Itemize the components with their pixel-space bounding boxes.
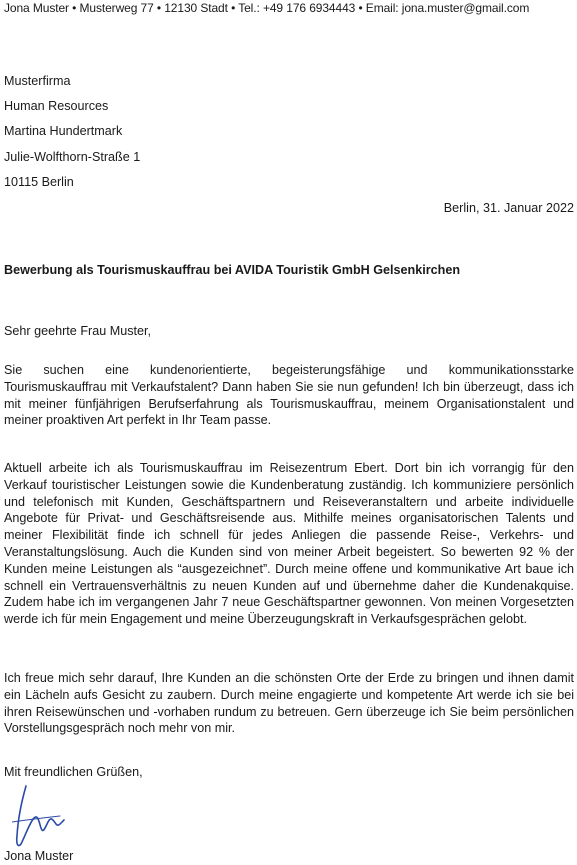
signature-name: Jona Muster <box>4 849 74 863</box>
recipient-city: 10115 Berlin <box>4 175 74 189</box>
handwritten-signature <box>12 778 82 850</box>
recipient-company: Musterfirma <box>4 74 71 88</box>
recipient-department: Human Resources <box>4 99 109 113</box>
paragraph-experience: Aktuell arbeite ich als Tourismuskauffrau im Reisezentrum Ebert. Dort bin ich vorrangig für den Verkauf touristischer Leistungen sowie die Kundenberatung zuständig. Ich kommuniziere persönlich und telefonisch mit Kunden, Geschäftspartnern und Reiseveranstaltern und arbeite individuelle Angebote für Privat- und Geschäftsreisende aus. Mithilfe meines organisatorischen Talents und meiner Flexibilität finde ich schnell für jedes Anliegen die passende Reise-, Verkehrs- und Veranstaltungslösung. Auch die Kunden sind von meiner Arbeit begeistert. So bewerten 92 % der Kunden meine Leistungen als “ausgezeichnet”. Durch meine offene und kommunikative Art baue ich schnell ein Vertrauensverhältnis zu neuen Kunden auf und übernehme daher die Kundenakquise. Zudem habe ich im vergangenen Jahr 7 neue Geschäftspartner gewonnen. Von meinen Vorgesetzten werde ich für mein Engagement und meine Überzeugungskraft in Verkaufsgesprächen gelobt. <box>4 461 574 627</box>
paragraph-intro: Sie suchen eine kundenorientierte, begeisterungsfähige und kommunikationsstarke Tourismuskauffrau mit Verkaufstalent? Dann haben Sie sie nun gefunden! Ich bin überzeugt, dass ich mit meiner fünfjährigen Berufserfahrung als Tourismuskauffrau, meinem Organisationstalent und meiner proaktiven Art perfekt in Ihr Team passe. <box>4 363 574 428</box>
paragraph-closing: Ich freue mich sehr darauf, Ihre Kunden an die schönsten Orte der Erde zu bringen und ihnen damit ein Lächeln aufs Gesicht zu zaubern. Durch meine engagierte und kompetente Art werde ich sie bei ihren Reisewünschen und -vorhaben rundum zu betreuen. Gern überzeuge ich Sie beim persönlichen Vorstellungsgespräch noch mehr von mir. <box>4 671 574 736</box>
salutation: Sehr geehrte Frau Muster, <box>4 324 151 338</box>
sender-contact-line: Jona Muster • Musterweg 77 • 12130 Stadt • Tel.: +49 176 6934443 • Email: jona.muster@gmail.com <box>4 1 530 15</box>
letter-subject: Bewerbung als Tourismuskauffrau bei AVIDA Touristik GmbH Gelsenkirchen <box>4 263 461 277</box>
closing-phrase: Mit freundlichen Grüßen, <box>4 765 143 779</box>
recipient-person: Martina Hundertmark <box>4 124 123 138</box>
letter-date: Berlin, 31. Januar 2022 <box>443 201 574 215</box>
recipient-street: Julie-Wolfthorn-Straße 1 <box>4 150 141 164</box>
